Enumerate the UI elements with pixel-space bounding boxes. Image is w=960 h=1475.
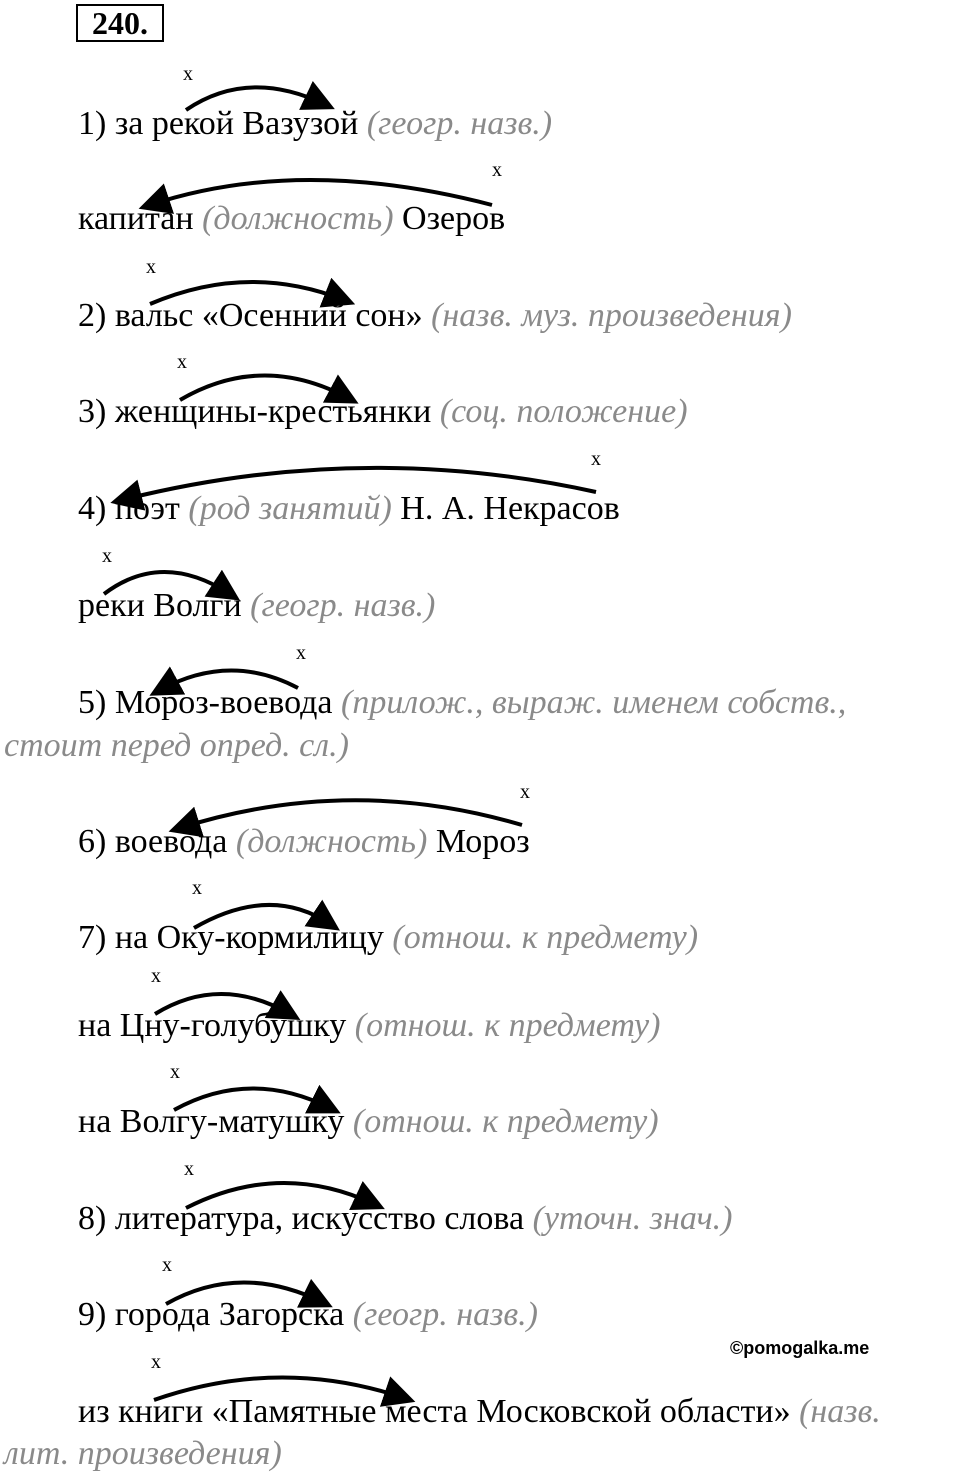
line-text: на Волгу-матушку xyxy=(78,1103,345,1140)
marker-x: x xyxy=(192,877,202,899)
arc xyxy=(154,1377,404,1400)
marker-x: x xyxy=(170,1061,180,1083)
line-note: (род занятий) xyxy=(188,490,392,527)
arc xyxy=(194,905,330,928)
watermark: ©pomogalka.me xyxy=(730,1338,870,1358)
marker-x: x xyxy=(591,448,601,470)
line-note: (должность) xyxy=(202,200,394,237)
line-note: лит. произведения) xyxy=(4,1435,282,1472)
line-text-after: Мороз xyxy=(435,823,530,860)
line-note: (назв. муз. произведения) xyxy=(431,297,792,334)
marker-x: x xyxy=(296,642,306,664)
line-text: 6) воевода xyxy=(78,823,228,860)
line-text-after: Озеров xyxy=(402,200,506,237)
line-note: (назв. xyxy=(799,1393,881,1430)
exercise-number: 240. xyxy=(76,4,164,42)
line-note: (уточн. знач.) xyxy=(532,1200,733,1237)
line-text: 8) литература, искусство слова xyxy=(78,1200,525,1237)
line-note: (должность) xyxy=(235,823,428,860)
marker-x: x xyxy=(162,1254,172,1276)
line-text: реки Волги xyxy=(78,587,242,624)
arc xyxy=(160,670,298,690)
line-note: (геогр. назв.) xyxy=(366,105,553,142)
line-text: 4) поэт xyxy=(78,490,180,527)
arc xyxy=(104,572,230,594)
arc xyxy=(180,800,522,828)
line-note: (отнош. к предмету) xyxy=(354,1007,661,1044)
arc xyxy=(186,1183,374,1208)
line-text: из книги «Памятные места Московской области» xyxy=(78,1393,791,1430)
arc xyxy=(166,1282,322,1304)
line-text: 1) за рекой Вазузой xyxy=(78,105,359,142)
line-text: 7) на Оку-кормилицу xyxy=(78,919,384,956)
marker-x: x xyxy=(151,965,161,987)
arc xyxy=(155,994,290,1014)
line-note: (геогр. назв.) xyxy=(250,587,436,624)
line-note: (отнош. к предмету) xyxy=(392,919,699,956)
line-text-after: Н. А. Некрасов xyxy=(400,490,620,527)
marker-x: x xyxy=(102,545,112,567)
arc xyxy=(186,87,324,110)
line-note: (отнош. к предмету) xyxy=(352,1103,659,1140)
marker-x: x xyxy=(184,1158,194,1180)
arc xyxy=(174,1088,330,1110)
line-text: 9) города Загорска xyxy=(78,1296,345,1333)
line-note: (прилож., выраж. именем собств., xyxy=(341,684,847,721)
arc xyxy=(150,282,344,304)
line-text: капитан xyxy=(78,200,194,237)
arc xyxy=(180,375,348,400)
marker-x: x xyxy=(151,1351,161,1373)
marker-x: x xyxy=(183,63,193,85)
line-text: 5) Мороз-воевода xyxy=(78,684,333,721)
marker-x: x xyxy=(177,351,187,373)
line-note: (соц. положение) xyxy=(439,393,688,430)
marker-x: x xyxy=(492,159,502,181)
line-text: 2) вальс «Осенний сон» xyxy=(78,297,423,334)
marker-x: x xyxy=(520,781,530,803)
line-note: стоит перед опред. сл.) xyxy=(4,727,349,764)
line-note: (геогр. назв.) xyxy=(352,1296,538,1333)
arc xyxy=(150,180,492,205)
line-text: 3) женщины-крестьянки xyxy=(78,393,432,430)
line-text: на Цну-голубушку xyxy=(78,1007,347,1044)
arc xyxy=(122,468,596,500)
marker-x: x xyxy=(146,256,156,278)
